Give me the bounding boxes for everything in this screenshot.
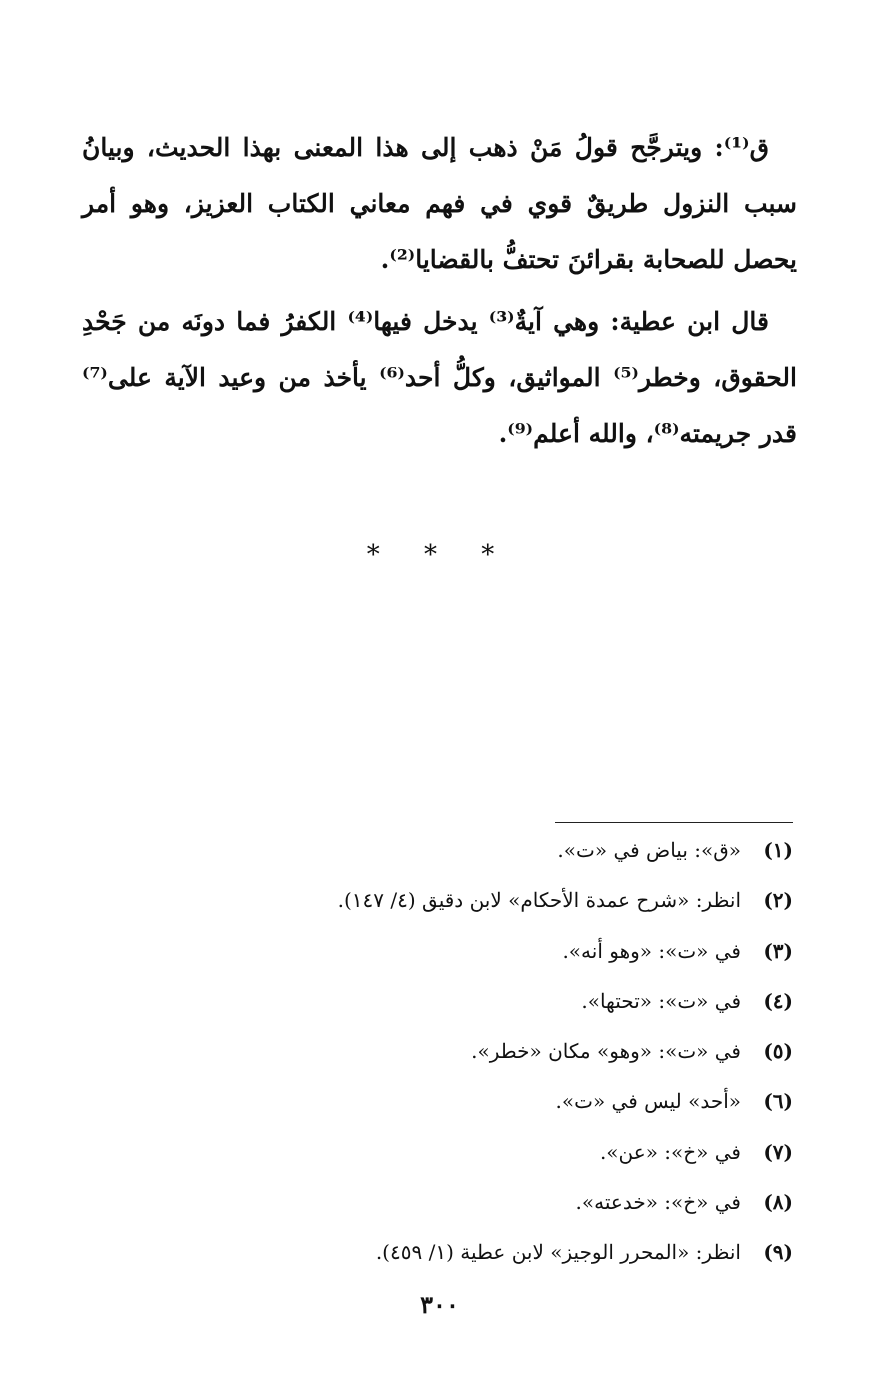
footnote-number: (٧) [763, 1139, 793, 1164]
footnote-text: في «ت»: «وهو» مكان «خطر». [471, 1039, 741, 1064]
footnote-item [83, 1136, 793, 1186]
footnote-item [83, 1186, 793, 1236]
footnote-number: (٣) [763, 938, 793, 963]
footnote-text: «ق»: بياض في «ت». [557, 838, 741, 862]
footnotes-list [83, 834, 793, 1287]
paragraph-2: قال ابن عطية: وهي آيةٌ⁽³⁾ يدخل فيها⁽⁴⁾ الكفرُ فما دونَه من جَحْدِ الحقوق، وخطر⁽⁵⁾ المواثيق، وكلُّ أحد⁽⁶⁾ يأخذ من وعيد الآية على⁽⁷⁾ قدر جريمته⁽⁸⁾، والله أعلم⁽⁹⁾. [82, 307, 797, 448]
footnote-text: في «خ»: «عن». [599, 1139, 741, 1164]
footnote-text: في «ت»: «وهو أنه». [562, 938, 741, 963]
footnote-number: (٢) [763, 888, 793, 913]
footnote-text: انظر: «شرح عمدة الأحكام» لابن دقيق (٤/ ١٤٧). [337, 888, 741, 913]
footnote-item [83, 884, 793, 934]
footnote-divider [555, 822, 793, 823]
footnote-item [83, 985, 793, 1035]
footnote-number: (١) [763, 838, 793, 862]
footnote-item [83, 834, 793, 884]
paragraph-1: ق⁽¹⁾: ويترجَّح قولُ مَنْ ذهب إلى هذا المعنى بهذا الحديث، وبيانُ سبب النزول طريقٌ قوي في فهم معاني الكتاب العزيز، وهو أمر يحصل للصحابة بقرائنَ تحتفُّ بالقضايا⁽²⁾. [82, 133, 797, 274]
footnote-number: (٤) [763, 988, 793, 1013]
footnote-number: (٦) [763, 1089, 793, 1114]
footnote-item [83, 935, 793, 985]
footnote-item [83, 1085, 793, 1135]
footnote-number: (٥) [763, 1039, 793, 1064]
footnote-text: انظر: «المحرر الوجيز» لابن عطية (١/ ٤٥٩). [375, 1240, 741, 1265]
footnote-item [83, 1035, 793, 1085]
footnote-number: (٩) [763, 1240, 793, 1265]
section-separator: * * * [366, 540, 513, 570]
footnote-item [83, 1236, 793, 1286]
footnote-text: «أحد» ليس في «ت». [555, 1089, 741, 1114]
main-text [82, 120, 797, 468]
footnote-number: (٨) [763, 1190, 793, 1215]
footnote-text: في «ت»: «تحتها». [581, 988, 741, 1013]
footnote-text: في «خ»: «خدعته». [575, 1190, 741, 1215]
page-number: ٣٠٠ [420, 1290, 459, 1319]
